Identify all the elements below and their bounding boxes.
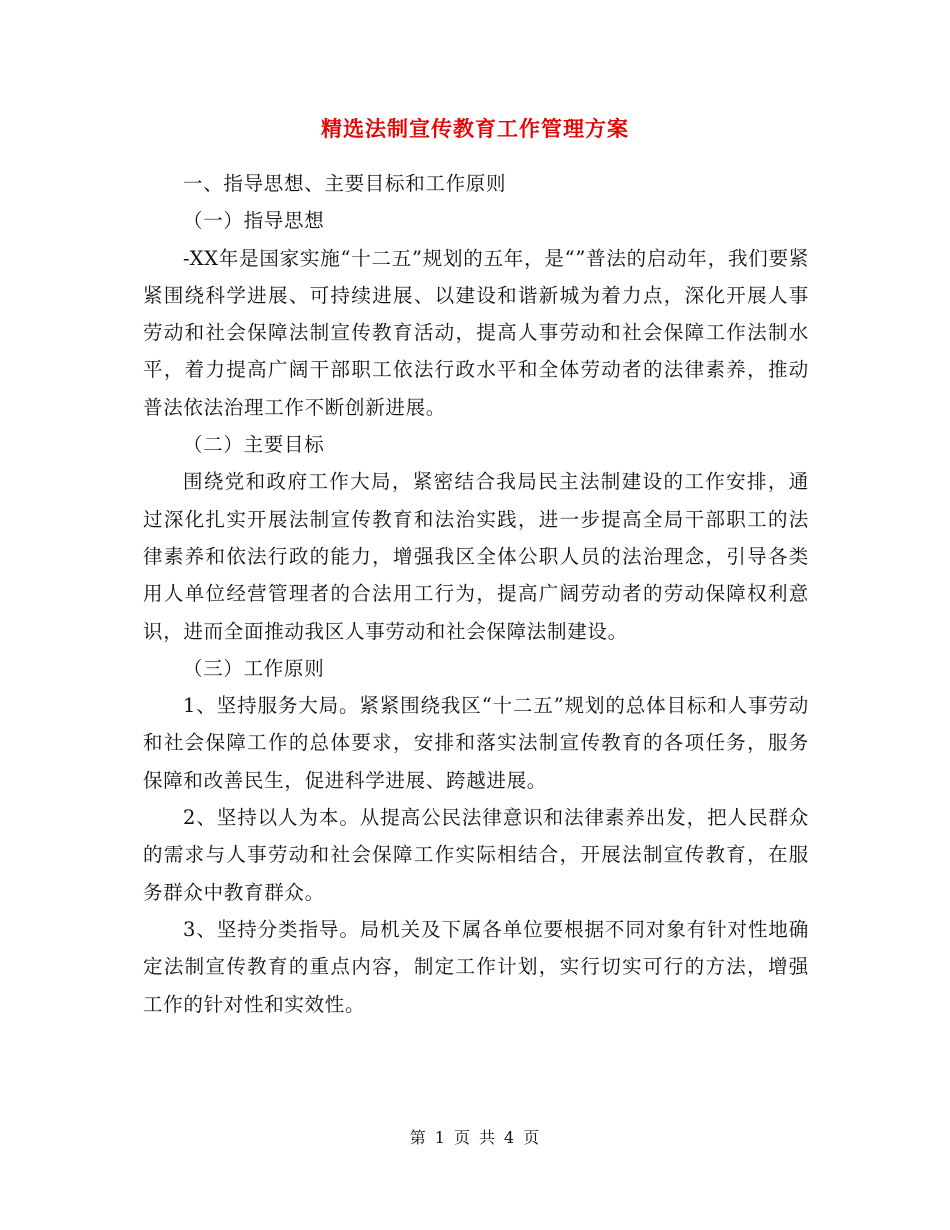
footer-page-prefix: 第 xyxy=(409,1128,427,1147)
paragraph-principle-3: 3、坚持分类指导。局机关及下属各单位要根据不同对象有针对性地确定法制宣传教育的重点内容，制定工作计划，实行切实可行的方法，增强工作的针对性和实效性。 xyxy=(143,917,809,1016)
paragraph-principle-1: 1、坚持服务大局。紧紧围绕我区“十二五”规划的总体目标和人事劳动和社会保障工作的总体要求，安排和落实法制宣传教育的各项任务，服务保障和改善民生，促进科学进展、跨越进展。 xyxy=(143,694,809,792)
paragraph-principle-2: 2、坚持以人为本。从提高公民法律意识和法律素养出发，把人民群众的需求与人事劳动和社会保障工作实际相结合，开展法制宣传教育，在服务群众中教育群众。 xyxy=(143,806,809,904)
paragraph-main-goals: 围绕党和政府工作大局，紧密结合我局民主法制建设的工作安排，通过深化扎实开展法制宣传教育和法治实践，进一步提高全局干部职工的法律素养和依法行政的能力，增强我区全体公职人员的法治理念，引导各类用人单位经营管理者的合法用工行为，提高广阔劳动者的劳动保障权利意识，进而全面推动我区人事劳动和社会保障法制建设。 xyxy=(143,470,809,643)
footer-total-prefix: 共 xyxy=(479,1128,497,1147)
document-title: 精选法制宣传教育工作管理方案 xyxy=(321,116,629,141)
subsection-heading-work-principles: （三）工作原则 xyxy=(183,656,325,680)
footer-page-number: 1 xyxy=(434,1128,446,1147)
section-heading-1: 一、指导思想、主要目标和工作原则 xyxy=(183,172,507,195)
footer-total-unit: 页 xyxy=(523,1128,541,1147)
page-footer xyxy=(0,1125,950,1148)
subsection-heading-main-goals: （二）主要目标 xyxy=(183,433,325,457)
paragraph-guiding-ideology: -XX年是国家实施“十二五”规划的五年，是“”普法的启动年，我们要紧紧围绕科学进展、可持续进展、以建设和谐新城为着力点，深化开展人事劳动和社会保障法制宣传教育活动，提高人事劳动和社会保障工作法制水平，着力提高广阔干部职工依法行政水平和全体劳动者的法律素养，推动普法依法治理工作不断创新进展。 xyxy=(143,246,809,419)
document-body xyxy=(143,165,809,1023)
footer-total-pages: 4 xyxy=(504,1128,516,1147)
footer-page-unit: 页 xyxy=(453,1128,471,1147)
subsection-heading-guiding-ideology: （一）指导思想 xyxy=(183,209,325,233)
